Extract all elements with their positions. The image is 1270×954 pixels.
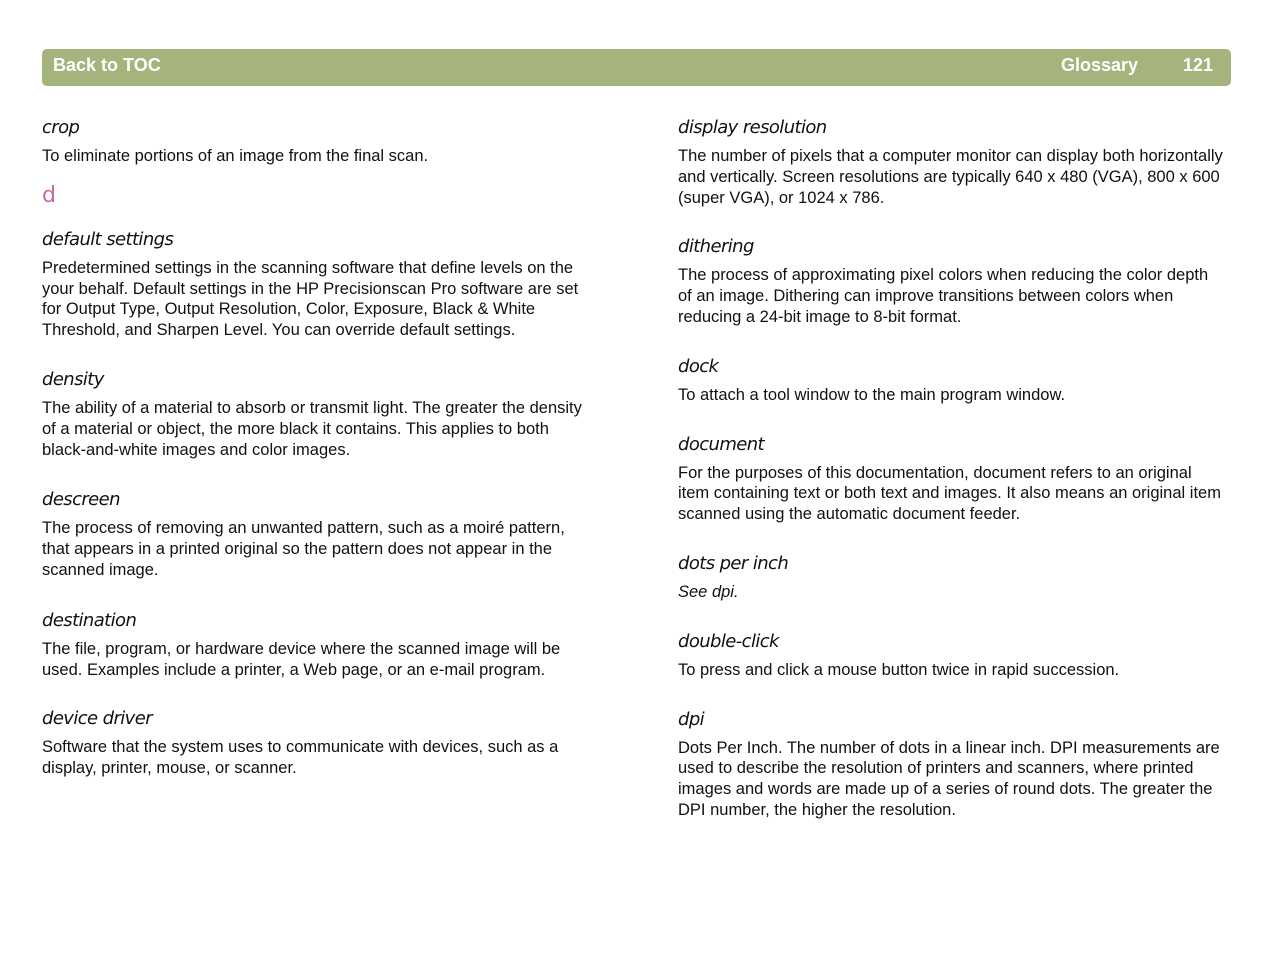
glossary-definition: To press and click a mouse button twice in rapid succession.: [678, 660, 1120, 679]
glossary-definition: The process of approximating pixel colors when reducing the color depth of an image. Dithering can improve transitions between colors when reducing a 24-bit image to 8-bit format.: [678, 266, 1209, 326]
section-title: Glossary: [1060, 55, 1138, 75]
glossary-entry-density: [42, 368, 590, 460]
glossary-term: dithering: [678, 236, 754, 258]
glossary-definition: Predetermined settings in the scanning software that define levels on the your behalf. Default settings in the HP Precisionscan Pro software are set for Output Type, Output Resolution, Color, Exposure, Black & White Threshold, and Sharpen Level. You can override default settings.: [42, 258, 579, 340]
glossary-entry-double-click: [678, 630, 1226, 681]
glossary-entry-default-settings: [42, 228, 590, 341]
glossary-entry-crop: [42, 116, 590, 167]
glossary-term: dock: [678, 355, 719, 377]
cross-reference-link[interactable]: See dpi.: [678, 582, 739, 601]
glossary-term: double-click: [678, 630, 779, 652]
glossary-definition: Dots Per Inch. The number of dots in a linear inch. DPI measurements are used to describe the resolution of printers and scanners, where printed images and words are made up of a series of round dots. The greater the DPI number, the higher the resolution.: [678, 738, 1220, 819]
glossary-term: crop: [42, 117, 80, 138]
glossary-entry-dpi: [678, 708, 1226, 821]
glossary-definition: The process of removing an unwanted pattern, such as a moiré pattern, that appears in a printed original so the pattern does not appear in the scanned image.: [42, 519, 565, 579]
glossary-entry-dots-per-inch: [678, 552, 1226, 603]
glossary-entry-display-resolution: [678, 116, 1226, 208]
glossary-term: display resolution: [678, 117, 827, 138]
glossary-term: device driver: [42, 708, 152, 730]
glossary-term: descreen: [42, 489, 120, 511]
glossary-definition: For the purposes of this documentation, document refers to an original item containing text or both text and images. It also means an original item scanned using the automatic document feeder.: [678, 463, 1221, 524]
back-to-toc-link[interactable]: Back to TOC: [53, 55, 161, 75]
glossary-term: density: [42, 368, 104, 390]
header-bar: [42, 49, 1231, 86]
glossary-entry-descreen: [42, 488, 590, 580]
glossary-definition: Software that the system uses to communicate with devices, such as a display, printer, mouse, or scanner.: [42, 738, 559, 778]
glossary-entry-dithering: [678, 235, 1226, 327]
glossary-term: document: [678, 433, 765, 455]
section-letter: d: [42, 182, 56, 208]
glossary-term: dpi: [678, 708, 705, 730]
glossary-definition: To attach a tool window to the main program window.: [678, 385, 1066, 404]
glossary-term: default settings: [42, 228, 174, 250]
glossary-entry-destination: [42, 609, 590, 681]
glossary-definition: The number of pixels that a computer monitor can display both horizontally and vertically. Screen resolutions are typically 640 x 480 (VGA), 800 x 600 (super VGA), or 1024 x 786.: [678, 147, 1223, 207]
page-number: 121: [1182, 55, 1213, 75]
right-column: [678, 116, 1226, 821]
glossary-entry-dock: [678, 355, 1226, 406]
glossary-entry-device-driver: [42, 707, 590, 779]
glossary-entry-document: [678, 433, 1226, 525]
glossary-definition: The ability of a material to absorb or transmit light. The greater the density of a material or object, the more black it contains. This applies to both black-and-white images and color images.: [42, 398, 582, 459]
glossary-definition: To eliminate portions of an image from the final scan.: [42, 147, 429, 165]
glossary-term: destination: [42, 609, 137, 631]
glossary-term: dots per inch: [678, 552, 789, 574]
left-column: [42, 116, 590, 779]
glossary-definition: The file, program, or hardware device where the scanned image will be used. Examples include a printer, a Web page, or an e-mail program.: [42, 639, 561, 679]
